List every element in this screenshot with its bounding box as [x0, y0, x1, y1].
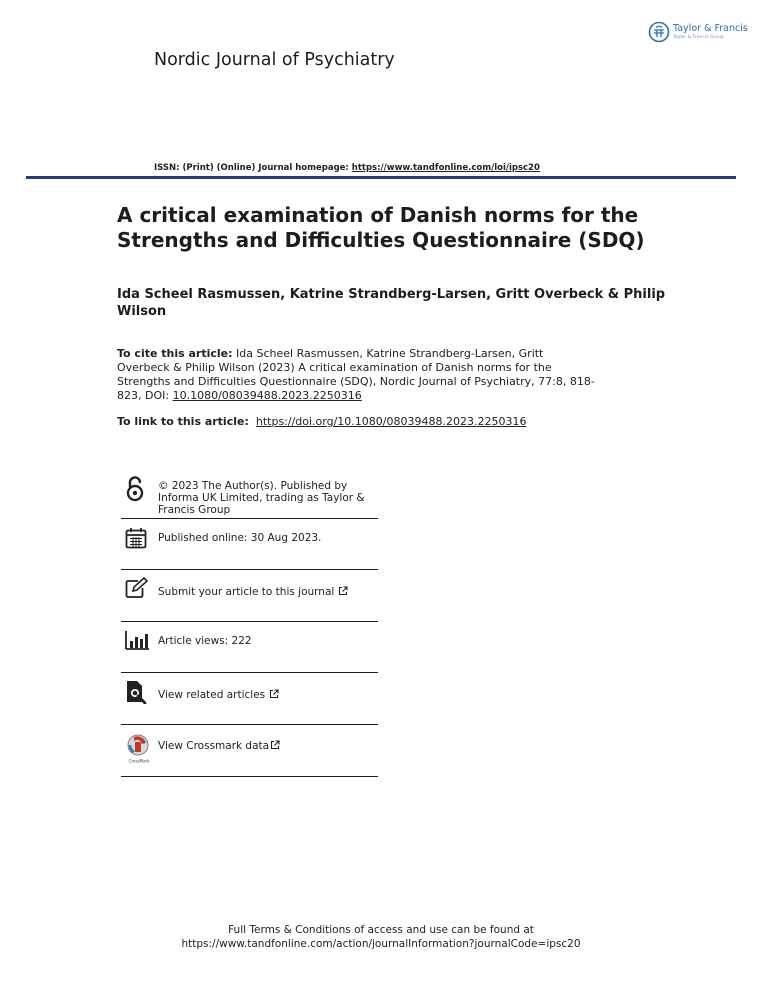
journal-homepage-link[interactable]: https://www.tandfonline.com/loi/ipsc20: [351, 163, 540, 173]
article-views: Article views: 222: [158, 635, 252, 647]
link-label: To link to this article:: [117, 415, 249, 428]
related-text: View related articles: [158, 689, 266, 701]
crossmark-icon-label: CrossMark: [128, 758, 150, 764]
publisher-name: Taylor & Francis: [673, 23, 748, 34]
citation-text: Ida Scheel Rasmussen, Katrine Strandberg-Larsen, Gritt Overbeck & Philip Wilson (2023) A critical examination of Danish norms for the Strengths and Difficulties Questionnaire (SDQ), Nordic Journal of Psychiatry, 77:8, 818-823, DOI:: [117, 347, 595, 402]
submit-item[interactable]: [121, 570, 378, 622]
search-document-icon: [125, 680, 149, 704]
external-link-icon: [270, 740, 280, 750]
copyright-item: [121, 473, 378, 519]
issn-line: [154, 163, 540, 173]
publisher-tagline: Taylor & Francis Group: [673, 35, 724, 40]
published-date: Published online: 30 Aug 2023.: [158, 532, 322, 544]
issn-label: ISSN: (Print) (Online) Journal homepage:: [154, 163, 349, 173]
citation-block: [117, 347, 597, 403]
publisher-logo[interactable]: [648, 20, 748, 44]
crossmark-text: View Crossmark data: [158, 740, 270, 752]
external-link-icon: [269, 689, 279, 699]
edit-icon: [125, 577, 149, 599]
footer-terms-text: Full Terms & Conditions of access and use can be found at: [228, 924, 534, 936]
crossmark-link[interactable]: [158, 740, 280, 752]
header-divider: [26, 176, 736, 179]
article-link-line: [117, 415, 526, 428]
crossmark-item[interactable]: [121, 725, 378, 777]
crossmark-icon: [125, 734, 153, 764]
calendar-icon: [125, 527, 147, 549]
external-link-icon: [338, 586, 348, 596]
cite-label: To cite this article:: [117, 347, 233, 360]
views-item: [121, 622, 378, 673]
related-articles-link[interactable]: [158, 689, 279, 701]
submit-text: Submit your article to this journal: [158, 586, 335, 598]
published-item: [121, 519, 378, 570]
article-authors: Ida Scheel Rasmussen, Katrine Strandberg-Larsen, Gritt Overbeck & Philip Wilson: [117, 287, 666, 319]
publisher-logo-icon: [648, 21, 670, 43]
bar-chart-icon: [125, 630, 149, 650]
article-title: A critical examination of Danish norms for the Strengths and Difficulties Questionnaire (SDQ): [117, 203, 645, 252]
article-doi-link[interactable]: https://doi.org/10.1080/08039488.2023.2250316: [255, 415, 527, 428]
footer: [0, 923, 762, 951]
journal-title: Nordic Journal of Psychiatry: [154, 50, 395, 70]
related-item[interactable]: [121, 673, 378, 725]
citation-doi-link[interactable]: 10.1080/08039488.2023.2250316: [172, 389, 362, 402]
divider: [121, 776, 378, 778]
copyright-text: © 2023 The Author(s). Published by Informa UK Limited, trading as Taylor & Francis Group: [158, 480, 365, 516]
submit-article-link[interactable]: [158, 586, 348, 598]
open-access-lock-icon: [125, 476, 145, 502]
footer-terms-link[interactable]: https://www.tandfonline.com/action/journalInformation?journalCode=ipsc20: [181, 938, 581, 950]
